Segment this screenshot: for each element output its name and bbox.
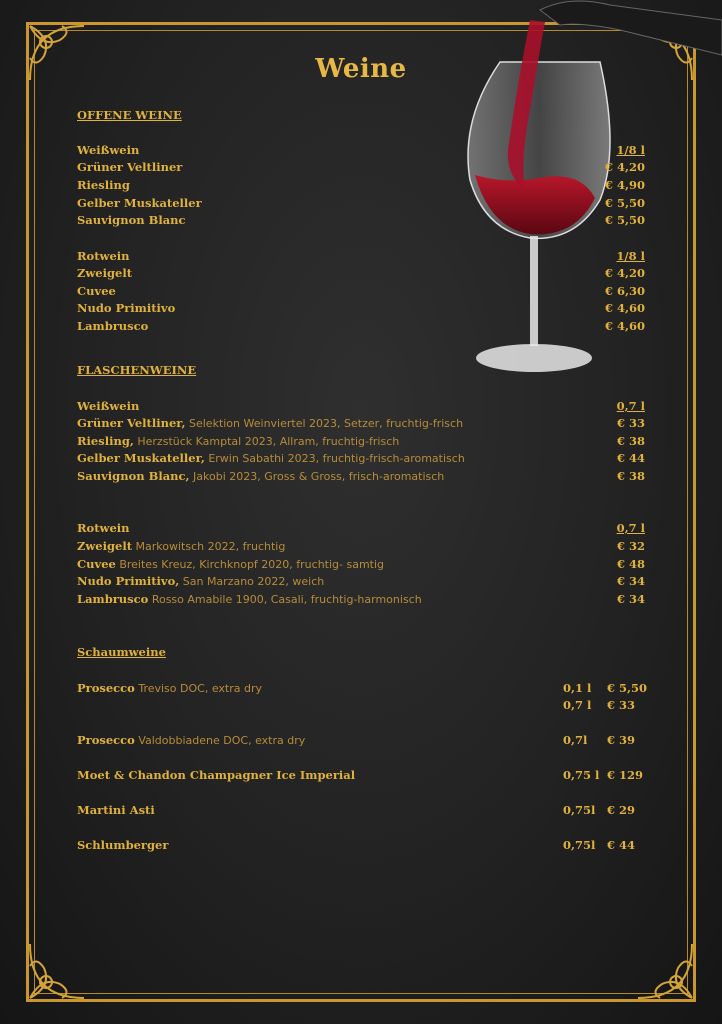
wine-price: € 44 <box>616 451 645 465</box>
wine-name: Gelber Muskateller, <box>77 451 205 465</box>
wine-description: Markowitsch 2022, fruchtig <box>132 540 286 553</box>
wine-entry <box>77 592 422 606</box>
wine-entry <box>77 451 465 465</box>
wine-price: € 44 <box>607 838 636 852</box>
wine-price: € 34 <box>616 574 645 588</box>
wine-price: € 4,20 <box>604 160 645 174</box>
wine-price: € 29 <box>607 803 636 817</box>
volume: 0,7 l <box>563 698 592 712</box>
wine-name: Moet & Chandon Champagner Ice Imperial <box>77 768 356 782</box>
wine-price: € 33 <box>616 416 645 430</box>
unit-label: 1/8 l <box>616 249 645 263</box>
section-heading-offene-weine: OFFENE WEINE <box>77 108 182 122</box>
unit-label: 0,7 l <box>616 521 645 535</box>
wine-name: Lambrusco <box>77 592 149 606</box>
wine-name: Nudo Primitivo, <box>77 574 180 588</box>
wine-description: Breites Kreuz, Kirchknopf 2020, fruchtig- samtig <box>115 558 385 571</box>
wine-name: Nudo Primitivo <box>77 301 176 315</box>
category-label: Weißwein <box>77 399 140 413</box>
wine-price: € 38 <box>616 469 645 483</box>
wine-price: € 129 <box>607 768 644 782</box>
wine-name: Gelber Muskateller <box>77 196 202 210</box>
wine-description: Rosso Amabile 1900, Casali, fruchtig-harmonisch <box>148 593 422 606</box>
wine-description: San Marzano 2022, weich <box>179 575 325 588</box>
volume: 0,75l <box>563 838 596 852</box>
wine-description: Jakobi 2023, Gross & Gross, frisch-aromatisch <box>189 470 445 483</box>
wine-description: Valdobbiadene DOC, extra dry <box>134 734 306 747</box>
wine-entry <box>77 539 285 553</box>
wine-price: € 4,90 <box>604 178 645 192</box>
wine-price: € 39 <box>607 733 636 747</box>
wine-description: Treviso DOC, extra dry <box>134 682 262 695</box>
wine-name: Sauvignon Blanc, <box>77 469 190 483</box>
wine-price: € 6,30 <box>604 284 645 298</box>
volume: 0,75l <box>563 803 596 817</box>
section-heading-flaschenweine: FLASCHENWEINE <box>77 363 197 377</box>
wine-price: € 33 <box>607 698 636 712</box>
wine-price: € 34 <box>616 592 645 606</box>
wine-name: Cuvee <box>77 557 116 571</box>
wine-entry <box>77 681 262 695</box>
volume: 0,7l <box>563 733 588 747</box>
category-label: Weißwein <box>77 143 140 157</box>
wine-description: Selektion Weinviertel 2023, Setzer, fruchtig-frisch <box>185 417 464 430</box>
volume: 0,1 l <box>563 681 592 695</box>
wine-name: Prosecco <box>77 681 135 695</box>
wine-name: Martini Asti <box>77 803 155 817</box>
wine-price: € 4,60 <box>604 319 645 333</box>
corner-ornament-bottom-left <box>22 936 92 1006</box>
section-heading-schaumweine: Schaumweine <box>77 645 166 659</box>
unit-label: 0,7 l <box>616 399 645 413</box>
wine-name: Riesling <box>77 178 130 192</box>
wine-entry <box>77 416 463 430</box>
wine-description: Herzstück Kamptal 2023, Allram, fruchtig-frisch <box>133 435 400 448</box>
wine-name: Schlumberger <box>77 838 169 852</box>
wine-price: € 48 <box>616 557 645 571</box>
wine-price: € 5,50 <box>607 681 648 695</box>
wine-price: € 4,60 <box>604 301 645 315</box>
wine-name: Riesling, <box>77 434 134 448</box>
wine-name: Cuvee <box>77 284 116 298</box>
page-title: Weine <box>315 54 407 84</box>
wine-name: Prosecco <box>77 733 135 747</box>
wine-price: € 38 <box>616 434 645 448</box>
wine-price: € 5,50 <box>604 196 645 210</box>
wine-description: Erwin Sabathi 2023, fruchtig-frisch-aromatisch <box>204 452 465 465</box>
wine-name: Lambrusco <box>77 319 149 333</box>
wine-name: Zweigelt <box>77 539 133 553</box>
wine-name: Sauvignon Blanc <box>77 213 186 227</box>
wine-price: € 32 <box>616 539 645 553</box>
volume: 0,75 l <box>563 768 600 782</box>
category-label: Rotwein <box>77 249 130 263</box>
wine-name: Zweigelt <box>77 266 133 280</box>
unit-label: 1/8 l <box>616 143 645 157</box>
wine-price: € 5,50 <box>604 213 645 227</box>
wine-entry <box>77 557 384 571</box>
corner-ornament-bottom-right <box>630 936 700 1006</box>
wine-entry <box>77 434 399 448</box>
wine-name: Grüner Veltliner <box>77 160 183 174</box>
wine-price: € 4,20 <box>604 266 645 280</box>
wine-entry <box>77 733 305 747</box>
wine-entry <box>77 469 444 483</box>
wine-entry <box>77 574 324 588</box>
category-label: Rotwein <box>77 521 130 535</box>
wine-name: Grüner Veltliner, <box>77 416 186 430</box>
